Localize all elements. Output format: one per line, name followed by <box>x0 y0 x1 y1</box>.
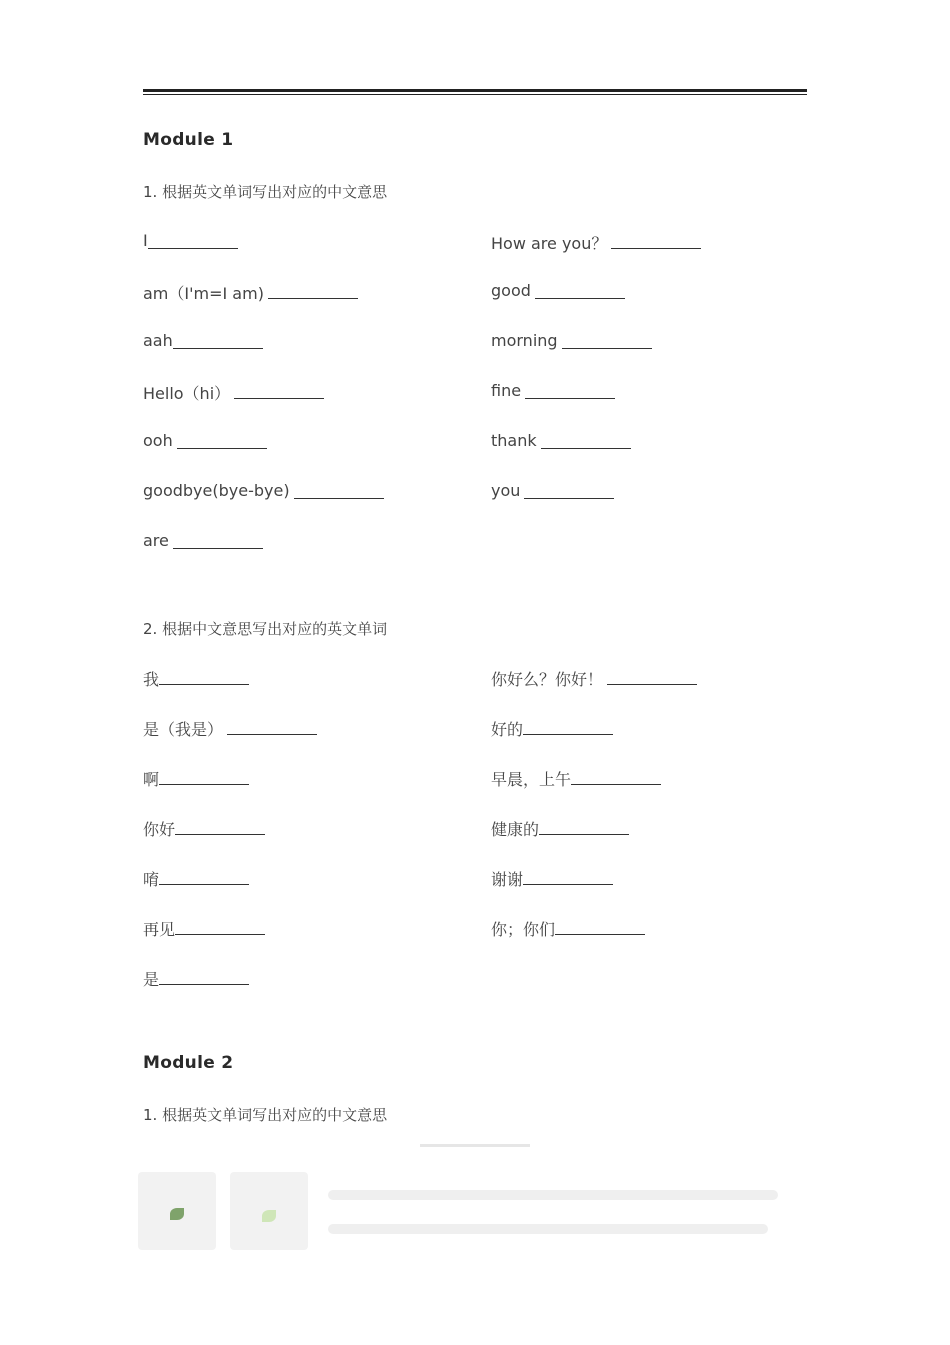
item-prompt: 你好么？你好！ <box>491 670 604 689</box>
faded-text-line <box>328 1224 768 1234</box>
exercise-item <box>143 867 473 917</box>
exercise-item <box>143 231 473 281</box>
header-rule-thin <box>143 94 807 95</box>
exercise-item <box>143 767 473 817</box>
item-prompt: are <box>143 531 169 550</box>
answer-blank[interactable] <box>294 481 384 499</box>
answer-blank[interactable] <box>159 967 249 985</box>
section-heading: 1. 根据英文单词写出对应的中文意思 <box>143 1106 388 1124</box>
answer-blank[interactable] <box>234 381 324 399</box>
exercise-item <box>143 481 473 531</box>
faded-text-line <box>328 1190 778 1200</box>
item-prompt: 啊 <box>143 770 160 789</box>
answer-blank[interactable] <box>525 381 615 399</box>
answer-blank[interactable] <box>541 431 631 449</box>
item-prompt: 你好 <box>143 820 176 839</box>
item-prompt: 谢谢 <box>491 870 524 889</box>
answer-blank[interactable] <box>607 667 697 685</box>
item-prompt: 是 <box>143 970 160 989</box>
leaf-icon <box>170 1208 184 1220</box>
section-heading: 1. 根据英文单词写出对应的中文意思 <box>143 183 388 201</box>
answer-blank[interactable] <box>523 867 613 885</box>
exercise-item <box>491 767 821 817</box>
exercise-column-left <box>143 231 473 581</box>
answer-blank[interactable] <box>173 331 263 349</box>
answer-blank[interactable] <box>175 917 265 935</box>
answer-blank[interactable] <box>159 867 249 885</box>
item-prompt: 健康的 <box>491 820 540 839</box>
module-title: Module 2 <box>143 1053 234 1073</box>
answer-blank[interactable] <box>159 767 249 785</box>
exercise-item <box>143 967 473 1017</box>
answer-blank[interactable] <box>539 817 629 835</box>
item-prompt: thank <box>491 431 537 450</box>
faded-image <box>230 1172 308 1250</box>
item-prompt: am（I'm=I am) <box>143 284 264 303</box>
header-rule-thick <box>143 89 807 92</box>
item-prompt: you <box>491 481 521 500</box>
item-prompt: good <box>491 281 531 300</box>
module-title: Module 1 <box>143 130 234 150</box>
exercise-item <box>491 231 821 281</box>
exercise-item <box>143 667 473 717</box>
answer-blank[interactable] <box>524 481 614 499</box>
faded-divider <box>420 1144 530 1147</box>
answer-blank[interactable] <box>535 281 625 299</box>
item-prompt: ooh <box>143 431 173 450</box>
faded-footer <box>138 1140 778 1260</box>
exercise-item <box>491 331 821 381</box>
answer-blank[interactable] <box>571 767 661 785</box>
item-prompt: 是（我是） <box>143 720 224 739</box>
item-prompt: 再见 <box>143 920 176 939</box>
item-prompt: fine <box>491 381 522 400</box>
exercise-item <box>491 667 821 717</box>
exercise-item <box>143 817 473 867</box>
exercise-column-left <box>143 667 473 1017</box>
exercise-item <box>491 281 821 331</box>
exercise-column-right <box>491 667 821 967</box>
faded-image <box>138 1172 216 1250</box>
item-prompt: aah <box>143 331 173 350</box>
answer-blank[interactable] <box>227 717 317 735</box>
answer-blank[interactable] <box>523 717 613 735</box>
item-prompt: goodbye(bye-bye) <box>143 481 290 500</box>
exercise-item <box>491 717 821 767</box>
answer-blank[interactable] <box>555 917 645 935</box>
exercise-item <box>143 531 473 581</box>
exercise-item <box>143 281 473 331</box>
item-prompt: 好的 <box>491 720 524 739</box>
exercise-column-right <box>491 231 821 531</box>
exercise-item <box>143 917 473 967</box>
exercise-item <box>491 481 821 531</box>
exercise-item <box>491 817 821 867</box>
section-heading: 2. 根据中文意思写出对应的英文单词 <box>143 620 388 638</box>
exercise-item <box>491 867 821 917</box>
exercise-item <box>491 381 821 431</box>
answer-blank[interactable] <box>268 281 358 299</box>
exercise-item <box>143 717 473 767</box>
item-prompt: 你；你们 <box>491 920 556 939</box>
leaf-icon <box>262 1210 276 1222</box>
exercise-item <box>491 917 821 967</box>
answer-blank[interactable] <box>611 231 701 249</box>
item-prompt: 我 <box>143 670 160 689</box>
item-prompt: 唷 <box>143 870 160 889</box>
item-prompt: How are you？ <box>491 234 608 253</box>
item-prompt: morning <box>491 331 558 350</box>
answer-blank[interactable] <box>148 231 238 249</box>
answer-blank[interactable] <box>173 531 263 549</box>
answer-blank[interactable] <box>159 667 249 685</box>
exercise-item <box>491 431 821 481</box>
item-prompt: 早晨，上午 <box>491 770 572 789</box>
answer-blank[interactable] <box>562 331 652 349</box>
answer-blank[interactable] <box>175 817 265 835</box>
item-prompt: Hello（hi） <box>143 384 231 403</box>
answer-blank[interactable] <box>177 431 267 449</box>
exercise-item <box>143 381 473 431</box>
exercise-item <box>143 331 473 381</box>
exercise-item <box>143 431 473 481</box>
item-prompt: I <box>143 231 148 250</box>
